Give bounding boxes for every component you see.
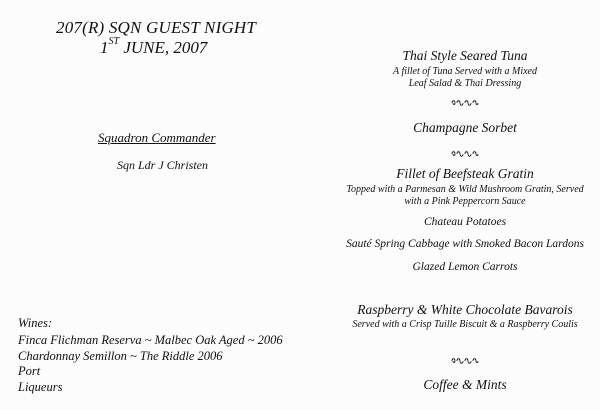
main-desc-line1: Topped with a Parmesan & Wild Mushroom Gratin, Served bbox=[346, 184, 584, 195]
side-dish-label: Glazed Lemon Carrots bbox=[412, 261, 518, 273]
flourish-icon bbox=[450, 357, 480, 365]
flourish-icon bbox=[450, 150, 480, 158]
commander-heading: Squadron Commander bbox=[98, 130, 216, 145]
wines-heading: Wines: bbox=[18, 316, 53, 330]
wine-item: Chardonnay Semillon ~ The Riddle 2006 bbox=[18, 348, 223, 363]
wine-item: Port bbox=[18, 364, 41, 378]
starter-desc-line1: A fillet of Tuna Served with a Mixed bbox=[393, 66, 537, 77]
event-date-rest: JUNE, 2007 bbox=[119, 38, 208, 57]
course-dessert bbox=[330, 302, 600, 331]
event-title: 207(R) SQN GUEST NIGHT bbox=[56, 18, 257, 37]
main-title: Fillet of Beefsteak Gratin bbox=[396, 166, 534, 181]
event-date-suffix: ST bbox=[108, 36, 120, 47]
dessert-title: Raspberry & White Chocolate Bavarois bbox=[357, 302, 573, 317]
commander-name: Sqn Ldr J Christen bbox=[117, 158, 209, 172]
event-date-day: 1 bbox=[100, 38, 109, 57]
dessert-desc: Served with a Crisp Tuille Biscuit & a Raspberry Coulis bbox=[352, 319, 578, 330]
side-dish bbox=[330, 238, 600, 250]
flourish-icon bbox=[450, 99, 480, 107]
starter-desc-line2: Leaf Salad & Thai Dressing bbox=[408, 78, 522, 89]
sorbet-title: Champagne Sorbet bbox=[413, 120, 517, 135]
wine-item: Finca Flichman Reserva ~ Malbec Oak Aged ~ 2006 bbox=[18, 333, 283, 347]
course-sorbet bbox=[330, 120, 600, 136]
wine-list bbox=[18, 333, 283, 395]
side-dish-label: Sauté Spring Cabbage with Smoked Bacon Lardons bbox=[346, 238, 584, 250]
wine-item: Liqueurs bbox=[18, 379, 63, 394]
side-dish-label: Chateau Potatoes bbox=[423, 216, 507, 228]
course-starter bbox=[330, 48, 600, 90]
starter-title: Thai Style Seared Tuna bbox=[402, 48, 528, 63]
menu-panel bbox=[330, 0, 600, 410]
course-main bbox=[330, 166, 600, 208]
side-dish bbox=[330, 261, 600, 273]
side-dish bbox=[330, 216, 600, 228]
closing-title: Coffee & Mints bbox=[423, 377, 507, 392]
event-date bbox=[100, 38, 207, 58]
course-closing bbox=[330, 377, 600, 393]
main-desc-line2: with a Pink Peppercorn Sauce bbox=[404, 196, 526, 207]
